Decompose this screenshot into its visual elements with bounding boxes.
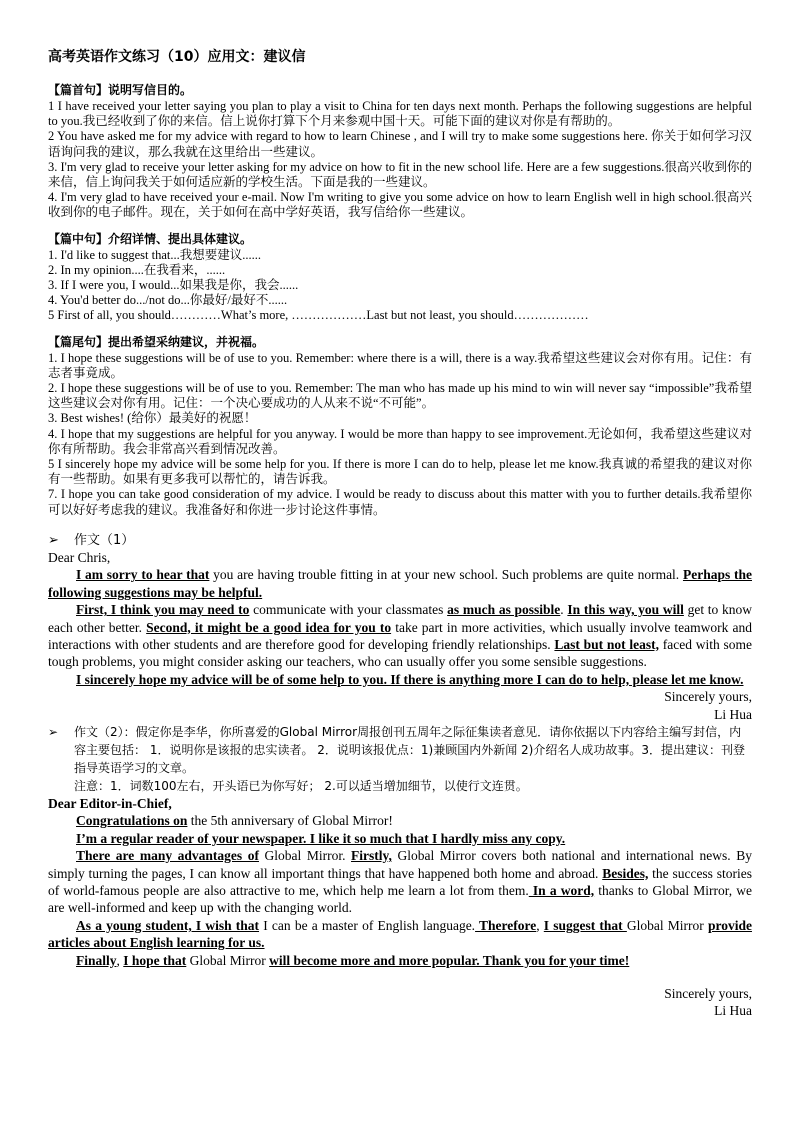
- signature: Li Hua: [714, 706, 752, 722]
- phrase-line: 5 I sincerely hope my advice will be some help for you. If there is more I can do to help, please let me know.我真诚的希望我的建议对你有一些帮助。如果有更多我可以帮忙的，请告诉我。: [48, 457, 752, 487]
- emphasized-phrase: provide articles about English learning for us.: [48, 917, 752, 951]
- phrase-line: 1 I have received your letter saying you plan to play a visit to China for ten days next month. Perhaps the following suggestions are helpful to you.我已经收到了你的来信。信上说你打算下个月来参观中国十天。可能下面的建议对你是有帮助的。: [48, 99, 752, 129]
- emphasized-phrase: In this way, you will: [567, 602, 684, 618]
- signature: Li Hua: [714, 1003, 752, 1019]
- text-run: Global Mirror covers both national and international news. By simply turning the pages, I can know all important things that have happened both home and abroad.: [48, 848, 752, 881]
- paragraph: [48, 601, 752, 671]
- task-note: 注意：1．词数100左右，开头语已为你写好； 2.可以适当增加细节，以使行文连贯。: [74, 778, 528, 793]
- text-run: the success stories of world-famous people are also attractive to me, which help me learn a lot from them.: [48, 865, 752, 898]
- text-run: thanks to Global Mirror, we are well-informed and keep up with the changing world.: [48, 882, 753, 916]
- text-run: get to know each other better.: [48, 602, 753, 635]
- essay-1: [48, 532, 752, 723]
- salutation: Dear Chris,: [48, 549, 111, 565]
- text-run: communicate with your classmates: [249, 602, 448, 618]
- section-heading: 【篇首句】说明写信目的。: [48, 83, 193, 97]
- emphasized-phrase: I am sorry to hear that: [76, 567, 210, 583]
- essay-heading: [48, 532, 752, 549]
- emphasized-phrase: Finally: [76, 952, 117, 968]
- section-opening: [48, 82, 752, 221]
- document-page: [48, 40, 752, 1020]
- paragraph: [48, 812, 752, 829]
- paragraph: [48, 952, 752, 969]
- phrase-line: 4. I'm very glad to have received your e-mail. Now I'm writing to give you some advice on how to learn English well in high school.很高兴收到你的电子邮件。现在，关于如何在高中学好英语，我写信给你一些建议。: [48, 190, 752, 220]
- phrase-line: 1. I hope these suggestions will be of use to you. Remember: where there is a will, there is a way.我希望这些建议会对你有用。记住：有志者事竟成。: [48, 350, 752, 380]
- closing: Sincerely yours,: [664, 986, 752, 1001]
- emphasized-phrase: as much as possible: [447, 602, 561, 618]
- emphasized-phrase: I’m a regular reader of your newspaper. I like it so much that I hardly miss any copy.: [76, 830, 566, 846]
- phrase-line: 3. Best wishes! (给你）最美好的祝愿！: [48, 411, 257, 426]
- emphasized-phrase: I sincerely hope my advice will be of some help to you. If there is anything more I can do to help, please let me know.: [76, 671, 744, 687]
- paragraph: [48, 566, 752, 601]
- arrow-bullet-icon: ➢: [48, 532, 59, 548]
- closing: Sincerely yours,: [664, 689, 752, 705]
- emphasized-phrase: As a young student, I wish that: [76, 917, 260, 933]
- emphasized-phrase: Last but not least,: [554, 636, 660, 652]
- text-run: faced with some tough problems, you might consider asking our teachers, who can usually offer you some sensible suggestions.: [48, 636, 752, 670]
- emphasized-phrase: First, I think you may need to: [76, 602, 250, 618]
- text-run: Global Mirror.: [258, 848, 352, 864]
- paragraph: [48, 917, 752, 952]
- emphasized-phrase: Besides,: [602, 865, 649, 881]
- phrase-line: 2 You have asked me for my advice with regard to how to learn Chinese , and I will try to make some suggestions here. 你关于如何学习汉语询问我的建议，那么我就在这里给出一些建议。: [48, 129, 752, 159]
- phrase-line: 2. I hope these suggestions will be of use to you. Remember: The man who has made up his mind to win will never say “impossible”我希望这些建议会对你有用。记住：一个决心要成功的人从来不说“不可能”。: [48, 381, 752, 411]
- phrase-line: 3. If I were you, I would...如果我是你，我会......: [48, 278, 299, 293]
- emphasized-phrase: I suggest that: [543, 917, 627, 933]
- phrase-line: 1. I'd like to suggest that...我想要建议......: [48, 247, 262, 262]
- paragraph: [48, 847, 752, 917]
- arrow-bullet-icon: ➢: [48, 724, 59, 739]
- section-ending: [48, 334, 752, 518]
- emphasized-phrase: In a word,: [528, 882, 595, 898]
- section-heading: 【篇中句】介绍详情、提出具体建议。: [48, 231, 253, 246]
- text-run: ,: [536, 917, 544, 933]
- text-run: take part in more activities, which usually involve teamwork and interactions with other students and are therefore good for developing friendly relationships.: [48, 619, 753, 652]
- task-prompt: [48, 723, 752, 777]
- emphasized-phrase: Second, it might be a good idea for you to: [146, 619, 392, 635]
- phrase-line: 2. In my opinion....在我看来，......: [48, 262, 226, 277]
- task-text: 作文（2）：假定你是李华，你所喜爱的Global Mirror周报创刊五周年之际征集读者意见．请你依据以下内容给主编写封信，内容主要包括： 1．说明你是该报的忠实读者。 2．说明该报优点：1)兼顾国内外新闻 2)介绍名人成功故事。3．提出建议：刊登指导英语学习的文章。: [74, 724, 745, 775]
- paragraph: [48, 671, 752, 688]
- emphasized-phrase: Therefore: [475, 917, 537, 933]
- essay-label: 作文（1）: [74, 532, 135, 548]
- section-middle: [48, 231, 752, 324]
- phrase-line: 7. I hope you can take good consideration of my advice. I would be ready to discuss about this matter with you to further details.我希望你可以好好考虑我的建议。我准备好和你进一步讨论这件事情。: [48, 487, 752, 517]
- emphasized-phrase: will become more and more popular. Thank you for your time!: [269, 952, 630, 968]
- text-run: .: [560, 602, 568, 618]
- phrase-line: 3. I'm very glad to receive your letter asking for my advice on how to fit in the new school life. Here are a few suggestions.很高兴收到你的来信，信上询问我关于如何适应新的学校生活。下面是我的一些建议。: [48, 159, 752, 190]
- text-run: you are having trouble fitting in at your new school. Such problems are quite normal.: [209, 567, 683, 583]
- text-run: Global Mirror: [186, 952, 270, 968]
- phrase-line: 4. You'd better do.../not do...你最好/最好不......: [48, 293, 288, 308]
- section-heading: 【篇尾句】提出希望采纳建议，并祝福。: [48, 334, 265, 349]
- emphasized-phrase: I hope that: [123, 952, 187, 968]
- phrase-line: 4. I hope that my suggestions are helpful for you anyway. I would be more than happy to see improvement.无论如何，我希望这些建议对你有所帮助。我会非常高兴看到情况改善。: [48, 426, 752, 456]
- salutation: Dear Editor-in-Chief,: [48, 795, 172, 811]
- emphasized-phrase: There are many advantages of: [76, 848, 259, 864]
- text-run: I can be a master of English language.: [259, 917, 476, 933]
- emphasized-phrase: Congratulations on: [76, 813, 188, 829]
- page-title: 高考英语作文练习（10）应用文：建议信: [48, 49, 306, 65]
- text-run: Global Mirror: [626, 917, 708, 933]
- essay-2: [48, 723, 752, 1020]
- text-run: the 5th anniversary of Global Mirror!: [187, 813, 393, 829]
- emphasized-phrase: Firstly,: [351, 848, 392, 864]
- emphasized-phrase: Perhaps the following suggestions may be helpful.: [48, 567, 752, 600]
- paragraph: [48, 830, 752, 847]
- text-run: ,: [116, 952, 124, 968]
- phrase-line: 5 First of all, you should…………What’s more, ………………Last but not least, you should………………: [48, 308, 589, 323]
